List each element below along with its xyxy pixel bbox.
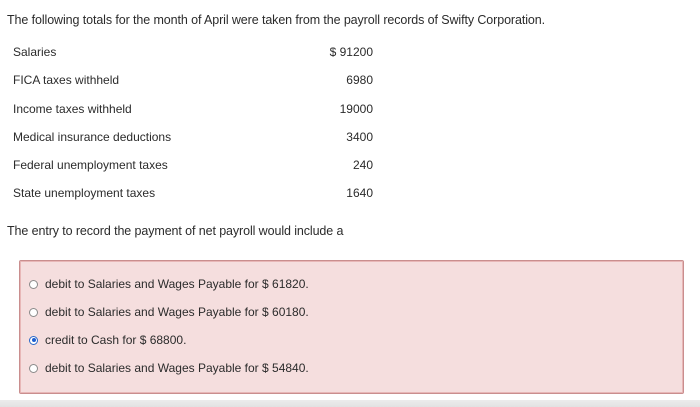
table-row [13,155,375,183]
bottom-divider [0,400,700,407]
item-amount: $ 91200 [329,45,373,59]
item-label: State unemployment taxes [13,186,156,201]
option-label: debit to Salaries and Wages Payable for $ 54840. [45,361,309,375]
answer-option-3[interactable] [29,330,186,350]
payroll-table [13,42,375,212]
table-row [13,99,375,127]
item-amount: 6980 [346,73,373,88]
problem-intro: The following totals for the month of April were taken from the payroll records of Swifty Corporation. [7,13,545,27]
question-text: The entry to record the payment of net payroll would include a [7,224,344,238]
item-label: Medical insurance deductions [13,129,172,144]
item-label: Salaries [13,45,57,59]
option-label: debit to Salaries and Wages Payable for $ 61820. [45,277,309,291]
answer-option-2[interactable] [29,302,309,322]
table-row [13,70,375,98]
answer-choices [19,260,684,394]
option-label: credit to Cash for $ 68800. [45,333,187,347]
table-row [13,127,375,155]
item-amount: 19000 [339,101,373,116]
answer-option-4[interactable] [29,358,309,378]
radio-button-selected[interactable] [29,336,38,345]
table-row [13,183,375,211]
item-amount: 1640 [346,186,373,201]
answer-option-1[interactable] [29,274,309,294]
item-label: Federal unemployment taxes [13,158,168,173]
table-row [13,42,375,70]
item-amount: 240 [352,158,373,173]
radio-button[interactable] [29,280,38,289]
radio-button[interactable] [29,364,38,373]
item-amount: 3400 [346,129,373,144]
option-label: debit to Salaries and Wages Payable for $ 60180. [45,305,309,319]
item-label: Income taxes withheld [13,101,132,116]
radio-button[interactable] [29,308,38,317]
item-label: FICA taxes withheld [13,73,120,88]
